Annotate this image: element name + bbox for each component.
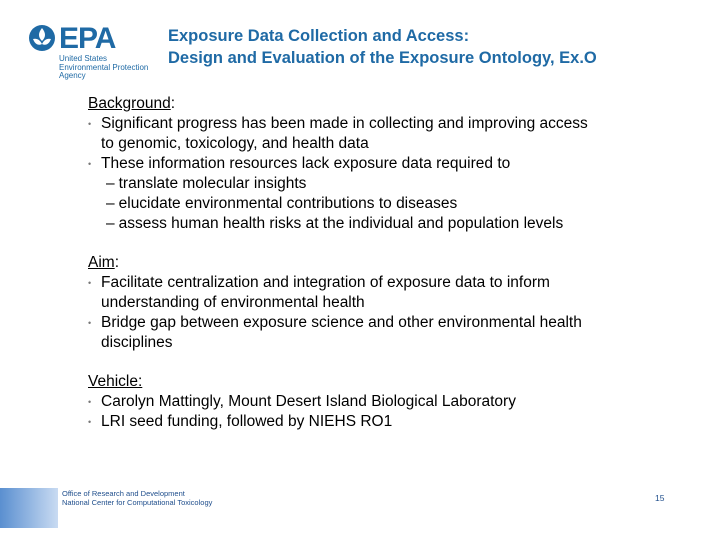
- vehicle-section: [88, 372, 688, 432]
- sub-bullet-item: – translate molecular insights: [106, 175, 307, 192]
- bullet-item: • Bridge gap between exposure science and other environmental health disciplines: [88, 314, 582, 351]
- background-section: Background: • Significant progress has been made in collecting and improving access to genomic, toxicology, and health data • These information resources lack exposure data required to – translate molecular insights – elucidate environmental contributions to diseases – assess human health risks at the individual and population levels: [88, 94, 688, 234]
- epa-logo-text: EPA: [59, 22, 116, 55]
- aim-section: Aim: • Facilitate centralization and integration of exposure data to inform understanding of environmental health • Bridge gap between exposure science and other environmental health disciplines: [88, 253, 688, 353]
- slide-title: [168, 25, 597, 69]
- background-heading: Background: [88, 95, 171, 112]
- sub-bullet-item: – assess human health risks at the individual and population levels: [106, 215, 564, 232]
- vehicle-heading: Vehicle:: [88, 373, 143, 390]
- epa-logo: [28, 22, 163, 82]
- agency-name: United States Environmental Protection Agency: [59, 54, 149, 80]
- sub-bullet-item: – elucidate environmental contributions to diseases: [106, 195, 458, 212]
- title-line-2: Design and Evaluation of the Exposure Ontology, Ex.O: [168, 49, 597, 67]
- bullet-item: • Facilitate centralization and integration of exposure data to inform understanding of environmental health: [88, 274, 550, 311]
- page-number: 15: [655, 493, 665, 503]
- bullet-item: • LRI seed funding, followed by NIEHS RO1: [88, 413, 393, 430]
- epa-flower-icon: [28, 24, 56, 52]
- bullet-item: • These information resources lack exposure data required to: [88, 155, 511, 172]
- bullet-item: • Significant progress has been made in collecting and improving access to genomic, toxicology, and health data: [88, 115, 588, 152]
- title-line-1: Exposure Data Collection and Access:: [168, 27, 470, 45]
- footer-color-bar: [0, 488, 58, 528]
- slide-body: [88, 94, 688, 451]
- bullet-item: • Carolyn Mattingly, Mount Desert Island Biological Laboratory: [88, 393, 516, 410]
- footer-org: Office of Research and Development National Center for Computational Toxicology: [62, 489, 213, 507]
- aim-heading: Aim: [88, 254, 115, 271]
